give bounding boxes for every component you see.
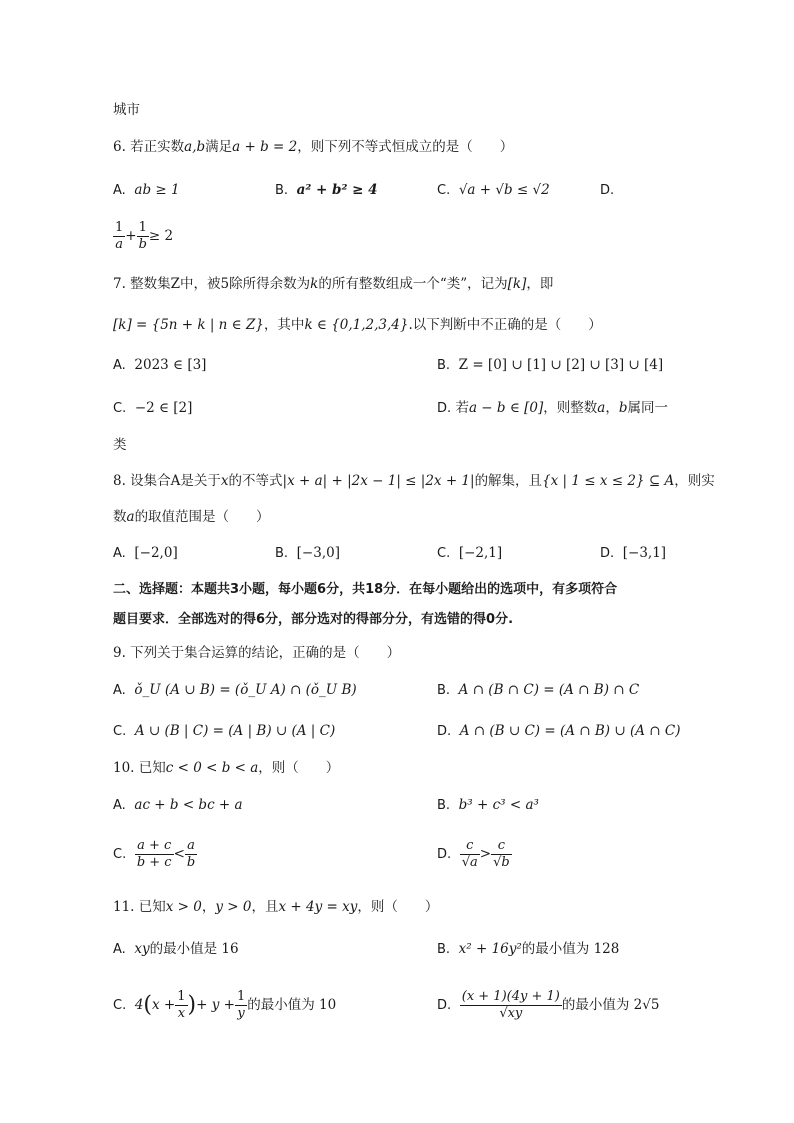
q11-option-d[interactable]: D. $\frac{(x + 1)(4y + 1)}{√xy}$ 的最小值为 2√5 (437, 989, 660, 1021)
question-10-stem: 10. 已知c < 0 < b < a，则（ ） (113, 760, 340, 776)
question-9-stem: 9. 下列关于集合运算的结论，正确的是（ ） (113, 645, 401, 661)
q6-option-b[interactable]: B. a² + b² ≥ 4 (275, 182, 378, 198)
q8-option-d[interactable]: D. [−3,1] (600, 545, 667, 561)
q11-option-b[interactable]: B. x² + 16y²的最小值为 128 (437, 941, 620, 957)
q6-option-a[interactable]: A. ab ≥ 1 (113, 182, 180, 198)
header-fragment: 城市 (113, 102, 140, 118)
section-2-heading: 二、选择题：本题共3小题，每小题6分，共18分．在每小题给出的选项中，有多项符合 (113, 582, 618, 597)
q6-option-d-label[interactable]: D. (600, 183, 615, 198)
q7-option-d[interactable]: D. 若a − b ∈ [0]，则整数a，b属同一 (437, 400, 668, 416)
q8-option-a[interactable]: A. [−2,0] (113, 545, 178, 561)
question-8-stem-continued: 数a的取值范围是（ ） (113, 509, 270, 525)
q9-option-a[interactable]: A. ǒ_U (A ∪ B) = (ǒ_U A) ∩ (ǒ_U B) (113, 682, 357, 698)
q10-option-d[interactable]: D. $\frac{c}{√a}$ > $\frac{c}{√b}$ (437, 838, 510, 870)
question-6-stem: 6. 若正实数a,b满足a + b = 2，则下列不等式恒成立的是（ ） (113, 139, 514, 155)
q9-option-d[interactable]: D. A ∩ (B ∪ C) = (A ∩ B) ∪ (A ∩ C) (437, 723, 681, 739)
q7-option-b[interactable]: B. Z = [0] ∪ [1] ∪ [2] ∪ [3] ∪ [4] (437, 357, 664, 373)
q9-option-c[interactable]: C. A ∪ (B | C) = (A | B) ∪ (A | C) (113, 723, 336, 739)
q10-option-a[interactable]: A. ac + b < bc + a (113, 797, 243, 813)
q8-option-c[interactable]: C. [−2,1] (437, 545, 503, 561)
q6-option-d[interactable]: $\frac{1}{a}$ + $\frac{1}{b}$ ≥ 2 (115, 220, 174, 252)
q8-option-b[interactable]: B. [−3,0] (275, 545, 340, 561)
q11-option-a[interactable]: A. xy的最小值是 16 (113, 941, 239, 957)
section-2-heading-continued: 题目要求．全部选对的得6分，部分选对的得部分分，有选错的得0分. (113, 612, 514, 627)
q6-option-c[interactable]: C. √a + √b ≤ √2 (437, 182, 550, 198)
q7-option-c[interactable]: C. −2 ∈ [2] (113, 400, 193, 416)
q7-option-d-continued: 类 (113, 437, 127, 453)
q10-option-b[interactable]: B. b³ + c³ < a³ (437, 797, 539, 813)
question-7-stem: 7. 整数集Z中，被5除所得余数为k的所有整数组成一个“类”，记为[k]，即 (113, 276, 554, 292)
q10-option-c[interactable]: C. $\frac{a + c}{b + c}$ < $\frac{a}{b}$ (113, 838, 196, 870)
q7-option-a[interactable]: A. 2023 ∈ [3] (113, 357, 207, 373)
question-11-stem: 11. 已知x > 0，y > 0，且x + 4y = xy，则（ ） (113, 899, 439, 915)
question-7-definition: [k] = {5n + k | n ∈ Z}，其中k ∈ {0,1,2,3,4}.以下判断中不正确的是（ ） (113, 317, 602, 333)
question-8-stem: 8. 设集合A是关于x的不等式|x + a| + |2x − 1| ≤ |2x + 1|的解集，且{x | 1 ≤ x ≤ 2} ⊆ A，则实 (113, 473, 715, 489)
q9-option-b[interactable]: B. A ∩ (B ∩ C) = (A ∩ B) ∩ C (437, 682, 640, 698)
q11-option-c[interactable]: C. 4(x + $\frac{1}{x}$ )+ y + $\frac{1}{y}$ 的最小值为 10 (113, 989, 337, 1021)
